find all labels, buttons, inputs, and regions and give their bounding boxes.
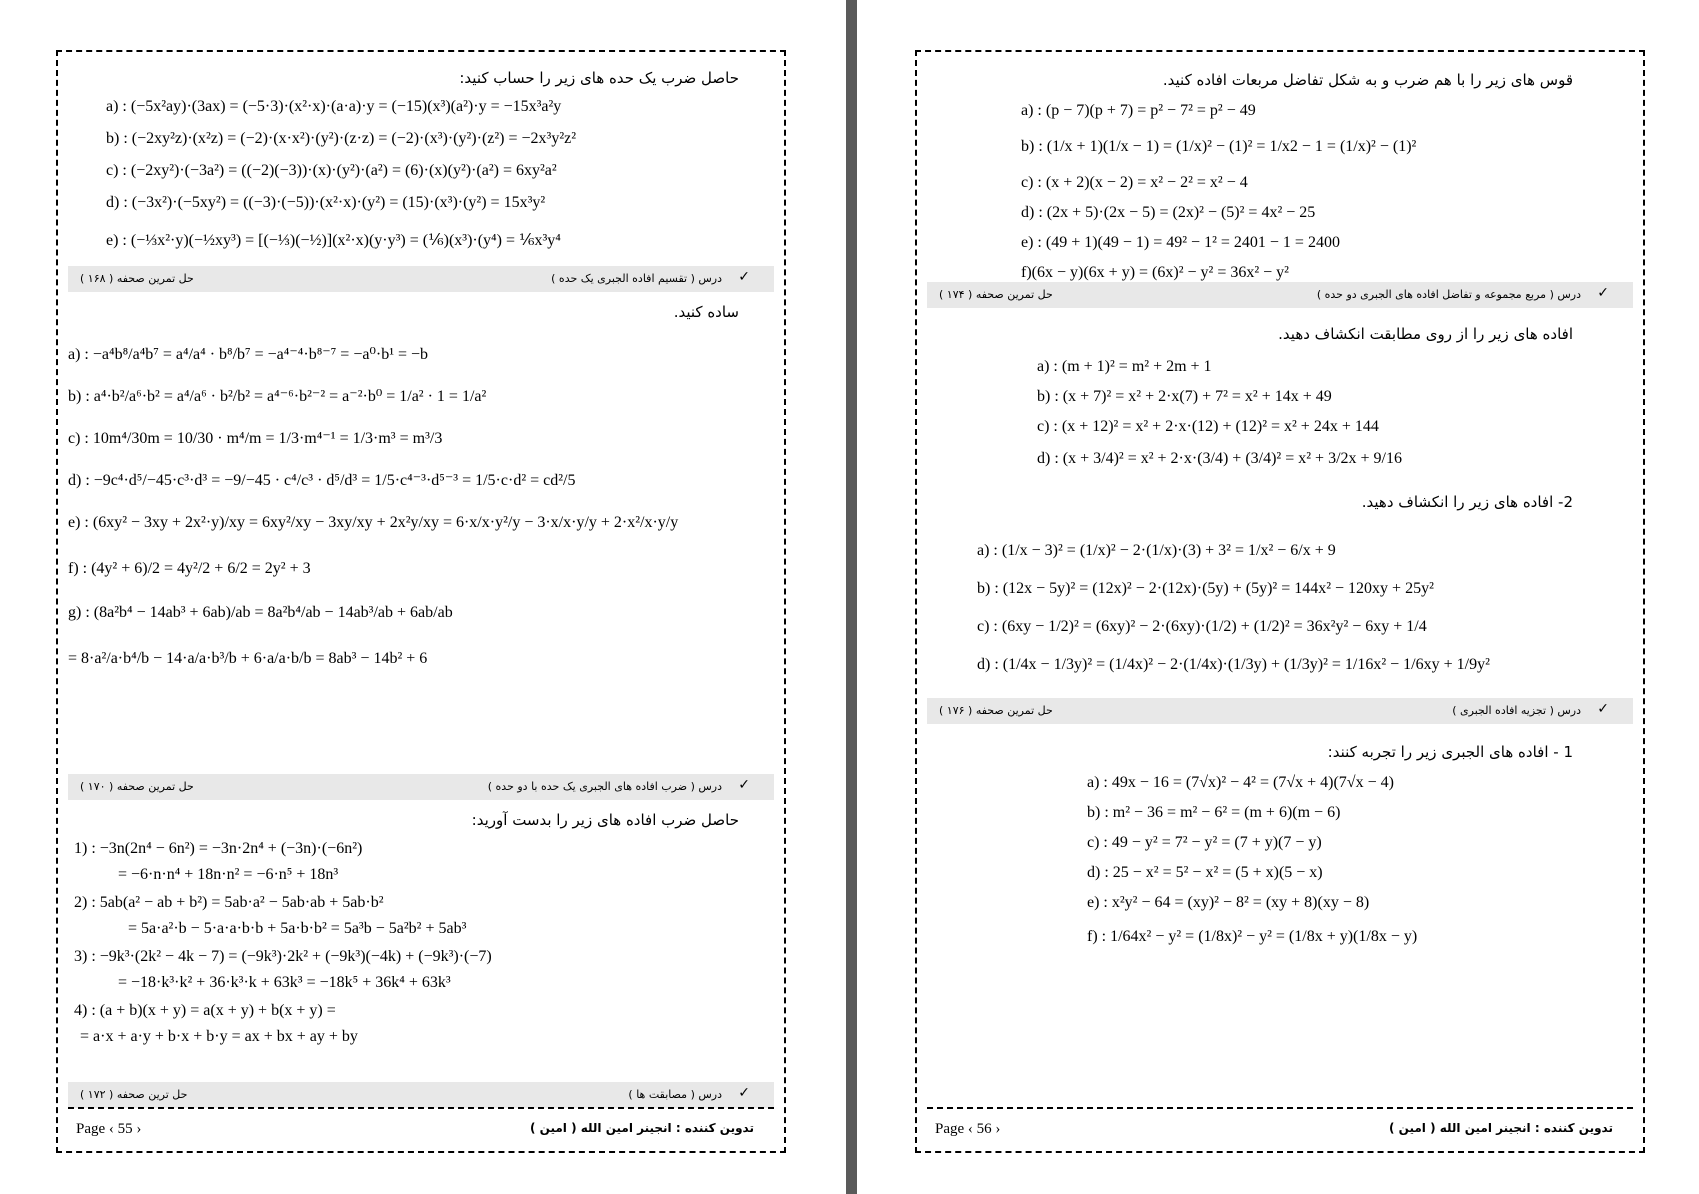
page-footer: [68, 1107, 774, 1145]
lesson-label: درس ( ضرب افاده های الجبری یک حده با دو حده ): [487, 780, 722, 793]
page-number: Page ‹ 56 ›: [935, 1121, 1001, 1137]
compiler-credit: تدوین کننده : انجینر امین الله ( امین ): [1389, 1121, 1613, 1135]
equation-line: 3) : −9k³·(2k² − 4k − 7) = (−9k³)·2k² + (−9k³)(−4k) + (−9k³)·(−7): [74, 948, 492, 965]
solution-page-label: حل تمرین صحفه ( ۱۷۶ ): [939, 704, 1053, 717]
equation-line: b) : (x + 7)² = x² + 2·x(7) + 7² = x² + 14x + 49: [1037, 388, 1332, 405]
equation-line: = a·x + a·y + b·x + b·y = ax + bx + ay + by: [80, 1028, 358, 1045]
lesson-label: درس ( تقسیم افاده الجبری یک حده ): [551, 272, 722, 285]
equation-line: = 5a·a²·b − 5·a·a·b·b + 5a·b·b² = 5a³b − 5a²b² + 5ab³: [128, 920, 467, 937]
section-simplify: [68, 300, 774, 714]
equation-line: c) : (x + 2)(x − 2) = x² − 2² = x² − 4: [1021, 174, 1248, 191]
equation-line: d) : (1/4x − 1/3y)² = (1/4x)² − 2·(1/4x)·(1/3y) + (1/3y)² = 1/16x² − 1/6xy + 1/9y²: [977, 656, 1490, 673]
section-title: 1 - افاده های الجبری زیر را تجربه کنند:: [1327, 743, 1573, 761]
page-56: [915, 50, 1645, 1153]
section-polynomial-multiplication: [68, 808, 774, 1082]
section-difference-of-squares: [927, 68, 1633, 292]
section-subtitle: 2- افاده های زیر را انکشاف دهید.: [1361, 493, 1573, 511]
equation-line: f)(6x − y)(6x + y) = (6x)² − y² = 36x² − y²: [1021, 264, 1289, 281]
equation-line: a) : 49x − 16 = (7√x)² − 4² = (7√x + 4)(7√x − 4): [1087, 774, 1394, 791]
lesson-label: درس ( مصابقت ها ): [628, 1088, 722, 1101]
equation-line: d) : −9c⁴·d⁵/−45·c³·d³ = −9/−45 · c⁴/c³ · d⁵/d³ = 1/5·c⁴⁻³·d⁵⁻³ = 1/5·c·d² = cd²/5: [68, 472, 576, 489]
solution-page-label: حل تمرین صحفه ( ۱۶۸ ): [80, 272, 194, 285]
page-55: [56, 50, 786, 1153]
page-footer: [927, 1107, 1633, 1145]
equation-line: d) : (x + 3/4)² = x² + 2·x·(3/4) + (3/4)² = x² + 3/2x + 9/16: [1037, 450, 1402, 467]
lesson-bar: [68, 1082, 774, 1108]
check-icon: ✓: [1597, 701, 1609, 717]
equation-line: e) : x²y² − 64 = (xy)² − 8² = (xy + 8)(xy − 8): [1087, 894, 1370, 911]
lesson-bar: [927, 282, 1633, 308]
page-number: Page ‹ 55 ›: [76, 1121, 142, 1137]
equation-line: d) : (2x + 5)·(2x − 5) = (2x)² − (5)² = 4x² − 25: [1021, 204, 1316, 221]
equation-line: a) : (p − 7)(p + 7) = p² − 7² = p² − 49: [1021, 102, 1256, 119]
solution-page-label: حل تمرین صحفه ( ۱۷۴ ): [939, 288, 1053, 301]
check-icon: ✓: [738, 269, 750, 285]
lesson-label: درس ( تجزیه افاده الجبری ): [1452, 704, 1581, 717]
section-title: ساده کنید.: [673, 303, 739, 321]
equation-line: a) : −a⁴b⁸/a⁴b⁷ = a⁴/a⁴ · b⁸/b⁷ = −a⁴⁻⁴·b⁸⁻⁷ = −a⁰·b¹ = −b: [68, 346, 429, 363]
equation-line: e) : (6xy² − 3xy + 2x²·y)/xy = 6xy²/xy − 3xy/xy + 2x²y/xy = 6·x/x·y²/y − 3·x/x·y/y + 2·x²/x·y/y: [68, 514, 679, 531]
compiler-credit: تدوین کننده : انجینر امین الله ( امین ): [530, 1121, 754, 1135]
equation-line: a) : (−5x²ay)·(3ax) = (−5·3)·(x²·x)·(a·a)·y = (−15)(x³)(a²)·y = −15x³a²y: [106, 98, 562, 115]
page-gutter: [846, 0, 857, 1194]
lesson-bar: [927, 698, 1633, 724]
equation-line: d) : (−3x²)·(−5xy²) = ((−3)·(−5))·(x²·x)·(y²) = (15)·(x³)·(y²) = 15x³y²: [106, 194, 546, 211]
equation-line: c) : (−2xy²)·(−3a²) = ((−2)(−3))·(x)·(y²)·(a²) = (6)·(x)(y²)·(a²) = 6xy²a²: [106, 162, 557, 179]
equation-line: f) : 1/64x² − y² = (1/8x)² − y² = (1/8x + y)(1/8x − y): [1087, 928, 1418, 945]
section-title: حاصل ضرب افاده های زیر را بدست آورید:: [471, 811, 739, 829]
equation-line: b) : (1/x + 1)(1/x − 1) = (1/x)² − (1)² = 1/x2 − 1 = (1/x)² − (1)²: [1021, 138, 1417, 155]
equation-line: c) : 49 − y² = 7² − y² = (7 + y)(7 − y): [1087, 834, 1322, 851]
equation-line: b) : m² − 36 = m² − 6² = (m + 6)(m − 6): [1087, 804, 1341, 821]
equation-line: b) : (12x − 5y)² = (12x)² − 2·(12x)·(5y) + (5y)² = 144x² − 120xy + 25y²: [977, 580, 1434, 597]
lesson-label: درس ( مربع مجموعه و تفاضل افاده های الجبری دو حده ): [1316, 288, 1581, 301]
lesson-bar: [68, 774, 774, 800]
equation-line: d) : 25 − x² = 5² − x² = (5 + x)(5 − x): [1087, 864, 1323, 881]
lesson-bar: [68, 266, 774, 292]
section-expansion: [927, 322, 1633, 704]
check-icon: ✓: [738, 1085, 750, 1101]
equation-line: e) : (−⅓x²·y)(−½xy³) = [(−⅓)(−½)](x²·x)(y·y³) = (⅙)(x³)·(y⁴) = ⅙x³y⁴: [106, 232, 561, 249]
equation-line: a) : (1/x − 3)² = (1/x)² − 2·(1/x)·(3) + 3² = 1/x² − 6/x + 9: [977, 542, 1336, 559]
equation-line: a) : (m + 1)² = m² + 2m + 1: [1037, 358, 1212, 375]
equation-line: c) : (6xy − 1/2)² = (6xy)² − 2·(6xy)·(1/2) + (1/2)² = 36x²y² − 6xy + 1/4: [977, 618, 1427, 635]
equation-line: = −18·k³·k² + 36·k³·k + 63k³ = −18k⁵ + 36k⁴ + 63k³: [118, 974, 451, 991]
equation-line: 1) : −3n(2n⁴ − 6n²) = −3n·2n⁴ + (−3n)·(−6n²): [74, 840, 363, 857]
equation-line: b) : (−2xy²z)·(x²z) = (−2)·(x·x²)·(y²)·(z·z) = (−2)·(x³)·(y²)·(z²) = −2x³y²z²: [106, 130, 577, 147]
section-title: قوس های زیر را با هم ضرب و به شکل تفاضل مربعات افاده کنید.: [1162, 71, 1573, 89]
equation-line: c) : (x + 12)² = x² + 2·x·(12) + (12)² = x² + 24x + 144: [1037, 418, 1379, 435]
equation-line: c) : 10m⁴/30m = 10/30 · m⁴/m = 1/3·m⁴⁻¹ = 1/3·m³ = m³/3: [68, 430, 443, 447]
equation-line: f) : (4y² + 6)/2 = 4y²/2 + 6/2 = 2y² + 3: [68, 560, 311, 577]
equation-line: = −6·n·n⁴ + 18n·n² = −6·n⁵ + 18n³: [118, 866, 339, 883]
equation-line: g) : (8a²b⁴ − 14ab³ + 6ab)/ab = 8a²b⁴/ab − 14ab³/ab + 6ab/ab: [68, 604, 453, 621]
equation-line: = 8·a²/a·b⁴/b − 14·a/a·b³/b + 6·a/a·b/b = 8ab³ − 14b² + 6: [68, 650, 428, 667]
solution-page-label: حل ترین صحفه ( ۱۷۲ ): [80, 1088, 188, 1101]
section-title: افاده های زیر را از روی مطابقت انکشاف دهید.: [1278, 325, 1573, 343]
solution-page-label: حل تمرین صحفه ( ۱۷۰ ): [80, 780, 194, 793]
section-monomial-multiplication: [68, 66, 774, 260]
equation-line: b) : a⁴·b²/a⁶·b² = a⁴/a⁶ · b²/b² = a⁴⁻⁶·b²⁻² = a⁻²·b⁰ = 1/a² · 1 = 1/a²: [68, 388, 487, 405]
check-icon: ✓: [738, 777, 750, 793]
equation-line: 4) : (a + b)(x + y) = a(x + y) + b(x + y) =: [74, 1002, 336, 1019]
section-title: حاصل ضرب یک حده های زیر را حساب کنید:: [459, 69, 739, 87]
equation-line: 2) : 5ab(a² − ab + b²) = 5ab·a² − 5ab·ab + 5ab·b²: [74, 894, 384, 911]
section-factorization: [927, 740, 1633, 984]
check-icon: ✓: [1597, 285, 1609, 301]
equation-line: e) : (49 + 1)(49 − 1) = 49² − 1² = 2401 − 1 = 2400: [1021, 234, 1340, 251]
